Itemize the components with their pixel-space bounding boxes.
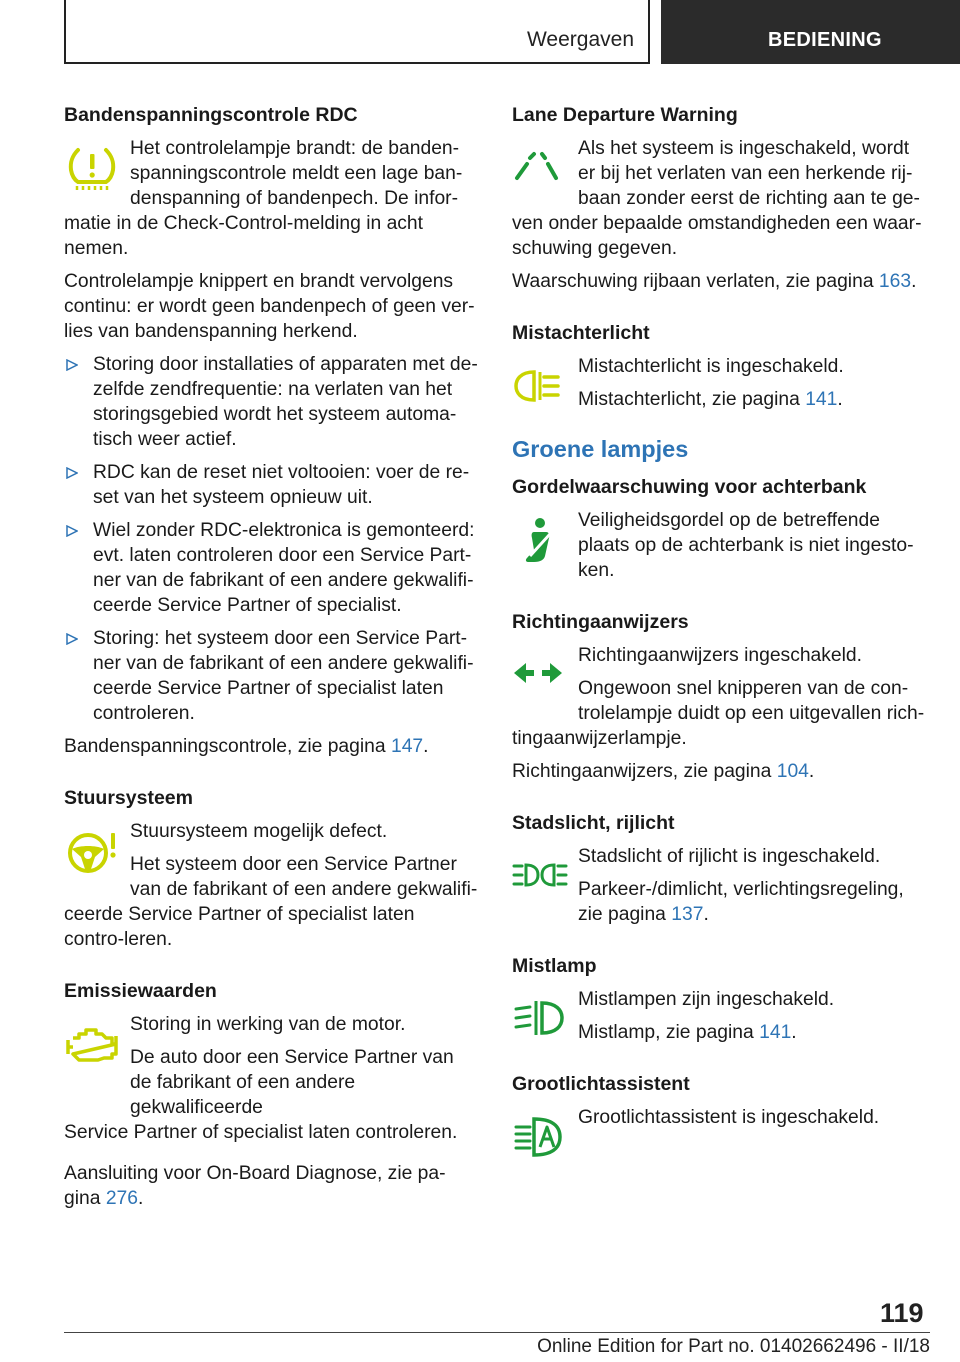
steering-heading: Stuursysteem [64,787,193,809]
turn-signals-text-1: Richtingaanwijzers ingeschakeld. [578,645,863,666]
steering-warning-icon [64,827,120,875]
rear-fog-reference: Mistachterlicht, zie pagina 141. [578,389,843,410]
lane-departure-reference: Waarschuwing rijbaan verlaten, zie pagina 163. [512,271,917,292]
parking-lights-icon [512,852,568,900]
ldw-page-link[interactable]: 163 [878,271,912,292]
fog-ref-text: Mistlamp, zie pagina [578,1022,754,1043]
turn-ref-text: Richtingaanwijzers, zie pagina [512,761,772,782]
bullet-text: Wiel zonder RDC-elektronica is gemonteerd: evt. laten controleren door een Service Part-ner van de fabrikant of een andere gekwalifi-ceerde Service Partner of specialist. [93,520,475,616]
header-section-title: Weergaven [526,28,634,51]
rfog-page-link[interactable]: 141 [805,389,838,410]
triangle-bullet-icon [66,633,78,645]
triangle-bullet-icon [66,359,78,371]
emissions-text-2-continued: Service Partner of specialist laten controleren. [64,1122,458,1143]
header-chapter-tab[interactable] [661,0,960,64]
parking-lights-heading: Stadslicht, rijlicht [512,812,675,834]
rear-fog-light-icon [512,362,568,410]
lane-departure-icon [512,144,568,192]
fog-lamp-entry [512,987,930,1045]
tire-pressure-warning-icon [64,144,120,192]
park-ref-text: Parkeer-/dimlicht, verlichtingsregeling, zie pagina [578,879,904,925]
parking-lights-reference: Parkeer-/dimlicht, verlichtingsregeling, zie pagina 137. [578,879,904,925]
seatbelt-person-icon [512,516,568,564]
lane-departure-entry [512,136,930,261]
hand-pointer-icon [0,0,26,28]
emissions-heading: Emissiewaarden [64,980,217,1002]
fog-lamp-heading: Mistlamp [512,955,597,977]
high-beam-assistant-entry [512,1105,930,1130]
triangle-bullet-icon [66,467,78,479]
belt-warning-text: Veiligheidsgordel op de betreffende plaats op de achterbank is niet ingesto-ken. [578,510,914,581]
obd-reference: Aansluiting voor On-Board Diagnose, zie pa-gina 276. [64,1163,446,1209]
front-fog-light-icon [512,995,568,1043]
ldw-ref-text: Waarschuwing rijbaan verlaten, zie pagina [512,271,874,292]
page-number: 119 [880,1298,924,1328]
bullet-text: RDC kan de reset niet voltooien: voer de re-set van het systeem opnieuw uit. [93,462,470,508]
lane-departure-text: Als het systeem is ingeschakeld, wordt er bij het verlaten van een herkende rij-baan zonder eerst de richting aan te ge- [578,138,920,209]
engine-warning-icon [64,1020,120,1068]
turn-signals-text-2: Ongewoon snel knipperen van de con-trolelampje duidt op een uitgevallen rich- [578,678,925,724]
header-section-box [64,0,650,64]
rdc-ref-text: Bandenspanningscontrole, zie pagina [64,736,386,757]
steering-text-2: Het systeem door een Service Partner van de fabrikant of een andere gekwalifi- [130,854,478,900]
bullet-item [64,518,479,618]
high-beam-assistant-text: Grootlichtassistent is ingeschakeld. [578,1107,880,1128]
rdc-page-link[interactable]: 147 [390,736,424,757]
footer-divider [64,1332,930,1333]
header-chapter-title: BEDIENING [768,29,882,51]
turn-signal-arrows-icon [512,651,568,699]
park-page-link[interactable]: 137 [671,904,704,925]
steering-text-2-continued: ceerde Service Partner of specialist laten contro-leren. [64,904,415,950]
rdc-reference: Bandenspanningscontrole, zie pagina 147. [64,736,429,757]
rdc-heading: Bandenspanningscontrole RDC [64,104,358,126]
bullet-text: Storing door installaties of apparaten met de-zelfde zendfrequentie: na verlaten van het storingsgebied wordt het systeem automa-tisch weer actief. [93,354,478,450]
rdc-entry [64,136,479,261]
footer-edition: Online Edition for Part no. 01402662496 - II/18 [537,1336,930,1357]
turn-signals-heading: Richtingaanwijzers [512,611,689,633]
obd-ref-text: Aansluiting voor On-Board Diagnose, zie pa-gina [64,1163,446,1209]
lane-departure-heading: Lane Departure Warning [512,104,738,126]
turn-signals-text-2-continued: tingaanwijzerlampje. [512,728,687,749]
rear-fog-entry [512,354,930,412]
high-beam-assistant-icon [512,1113,568,1161]
right-column [512,102,930,1130]
left-column [64,102,479,1211]
parking-lights-entry [512,844,930,927]
belt-warning-entry [512,508,930,583]
obd-page-link[interactable]: 276 [105,1188,138,1209]
bullet-item [64,352,479,452]
steering-text-1: Stuursysteem mogelijk defect. [130,821,388,842]
green-lamps-heading: Groene lampjes [512,436,689,462]
lane-departure-text-continued: ven onder bepaalde omstandigheden een waar-schuwing gegeven. [512,213,922,259]
rdc-text-1-continued: matie in de Check-Control-melding in acht nemen. [64,213,424,259]
turn-signals-reference: Richtingaanwijzers, zie pagina 104. [512,761,815,782]
bullet-item [64,460,479,510]
fog-lamp-reference: Mistlamp, zie pagina 141. [578,1022,797,1043]
rear-fog-heading: Mistachterlicht [512,322,650,344]
high-beam-assistant-heading: Grootlichtassistent [512,1073,690,1095]
emissions-text-2: De auto door een Service Partner van de fabrikant of een andere gekwalificeerde [130,1047,454,1118]
turn-signals-entry [512,643,930,751]
triangle-bullet-icon [66,525,78,537]
fog-page-link[interactable]: 141 [759,1022,792,1043]
fog-lamp-text: Mistlampen zijn ingeschakeld. [578,989,835,1010]
emissions-text-1: Storing in werking van de motor. [130,1014,406,1035]
steering-entry [64,819,479,952]
rdc-text-2: Controlelampje knippert en brandt vervolgens continu: er wordt geen bandenpech of geen ver-lies van bandenspanning herkend. [64,271,475,342]
turn-page-link[interactable]: 104 [776,761,809,782]
emissions-entry [64,1012,479,1145]
bullet-text: Storing: het systeem door een Service Part-ner van de fabrikant of een andere gekwalifi-ceerde Service Partner of specialist laten controleren. [93,628,474,724]
bullet-item [64,626,479,726]
belt-warning-heading: Gordelwaarschuwing voor achterbank [512,476,867,498]
rear-fog-text: Mistachterlicht is ingeschakeld. [578,356,844,377]
parking-lights-text-1: Stadslicht of rijlicht is ingeschakeld. [578,846,881,867]
rfog-ref-text: Mistachterlicht, zie pagina [578,389,800,410]
rdc-text-1: Het controlelampje brandt: de banden-spanningscontrole meldt een lage ban-denspanning of bandenpech. De infor- [130,138,463,209]
